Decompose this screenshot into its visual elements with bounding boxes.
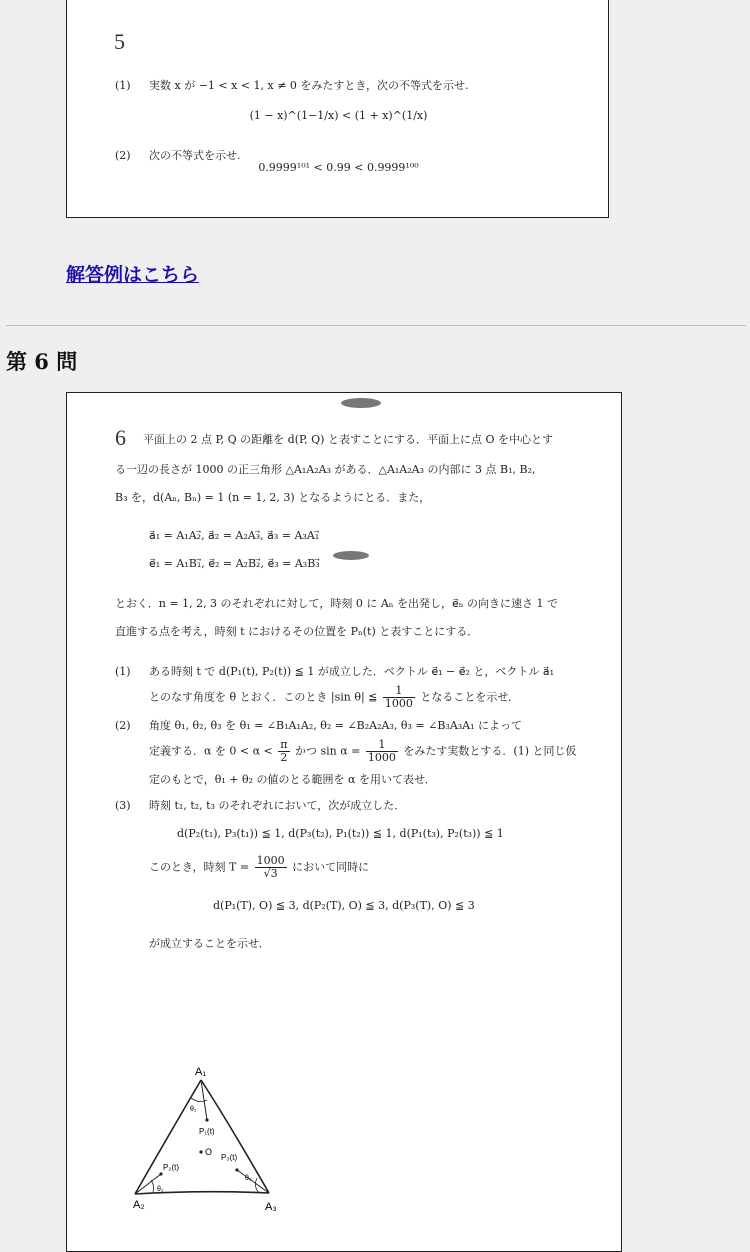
answer-example-link[interactable]: 解答例はこちら [66,264,200,286]
question-text: をみたす実数とする．(1) と同じ仮 [403,744,577,758]
question-text: となることを示せ． [420,690,520,704]
intro-text: B₃ を，d(Aₙ, Bₙ) = 1 (n = 1, 2, 3) となるようにとる．また， [115,491,431,504]
question-text-line [149,685,519,710]
question-text: 定のもとで，θ₁ + θ₂ の値のとる範囲を α を用いて表せ． [149,773,436,786]
question-text: とのなす角度を θ とおく．このとき |sin θ| ≦ [149,690,378,704]
vector-definition: e⃗₁ = A₁B₁⃗, e⃗₂ = A₂B₂⃗, e⃗₃ = A₃B₃⃗ [149,557,320,570]
vector-definition: a⃗₁ = A₁A₂⃗, a⃗₂ = A₂A₃⃗, a⃗₃ = A₃A₁⃗ [149,529,320,542]
label-p3: P₃(t) [221,1153,238,1162]
fraction-numerator: π [280,738,288,751]
section-heading: 第 6 問 [6,349,78,374]
triangle-figure [117,1058,317,1218]
problem-5-card [66,0,609,218]
label-a2: A₂ [133,1199,145,1211]
definition-text: 直進する点を考え，時刻 t におけるその位置を Pₙ(t) と表すことにする． [115,625,479,638]
intro-text: る一辺の長さが 1000 の正三角形 △A₁A₂A₃ がある．△A₁A₂A₃ の内部に 3 点 B₁, B₂, [115,463,536,476]
problem-number: 5 [114,29,125,54]
fraction [255,855,287,880]
label-p2: P₂(t) [163,1163,179,1172]
question-text: 角度 θ₁, θ₂, θ₃ を θ₁ = ∠B₁A₁A₂, θ₂ = ∠B₂A₂A₃, θ₃ = ∠B₃A₃A₁ によって [149,719,523,732]
question-text: 時刻 t₁, t₂, t₃ のそれぞれにおいて，次が成立した． [149,799,406,812]
fraction-numerator: 1000 [256,854,285,867]
formula: d(P₂(t₁), P₃(t₁)) ≦ 1, d(P₃(t₂), P₁(t₂)) ≦ 1, d(P₁(t₃), P₂(t₃)) ≦ 1 [177,827,504,840]
fraction-denominator: 1000 [384,697,413,710]
question-label: (3) [115,799,131,812]
item-text: 実数 x が −1 < x < 1, x ≠ 0 をみたすとき，次の不等式を示せ. [149,79,469,92]
question-text-line [149,739,576,764]
point-p2 [159,1172,162,1175]
question-text: このとき，時刻 T = [149,860,250,874]
fraction-denominator: √3 [263,867,278,880]
fraction-denominator: 1000 [367,751,396,764]
definition-text: とおく．n = 1, 2, 3 のそれぞれに対して，時刻 0 に Aₙ を出発し，e⃗ₙ の向きに速さ 1 で [115,597,559,610]
question-label: (1) [115,665,131,678]
question-text: が成立することを示せ． [149,937,270,950]
label-a3: A₃ [265,1201,277,1213]
question-text-line [149,855,369,880]
question-label: (2) [115,719,131,732]
point-p1 [205,1118,208,1121]
segment-p3 [237,1170,269,1193]
label-p1: P₁(t) [199,1127,215,1136]
item-label: (2) [115,149,131,162]
label-o: O [205,1147,213,1157]
item-text: 次の不等式を示せ. [149,149,241,162]
fraction-numerator: 1 [366,739,398,752]
problem-6-card [66,392,622,1252]
divider [6,325,746,326]
formula: d(P₁(T), O) ≦ 3, d(P₂(T), O) ≦ 3, d(P₃(T), O) ≦ 3 [213,899,475,912]
point-o [199,1150,202,1153]
question-text: ある時刻 t で d(P₁(t), P₂(t)) ≦ 1 が成立した．ベクトル e⃗₁ − e⃗₂ と，ベクトル a⃗₁ [149,665,555,678]
fraction-numerator: 1 [383,685,415,698]
label-theta3: θ₃ [245,1175,252,1182]
fraction-denominator: 2 [280,751,288,764]
label-theta2: θ₂ [157,1186,164,1193]
angle-arc-1 [191,1098,207,1102]
question-text: において同時に [292,860,370,874]
point-p3 [235,1168,238,1171]
ink-blot [333,551,369,560]
ink-blot [341,398,381,408]
fraction [366,739,398,764]
question-text: かつ sin α = [295,744,361,758]
formula: 0.9999¹⁰¹ < 0.99 < 0.9999¹⁰⁰ [258,161,419,174]
intro-text: 平面上の 2 点 P, Q の距離を d(P, Q) と表すことにする．平面上に点 O を中心とす [143,433,553,446]
label-a1: A₁ [195,1066,207,1078]
question-text: 定義する．α を 0 < α < [149,744,273,758]
fraction [278,739,289,764]
label-theta1: θ₁ [190,1106,197,1113]
formula: (1 − x)^(1−1/x) < (1 + x)^(1/x) [249,109,428,122]
fraction [383,685,415,710]
item-label: (1) [115,79,131,92]
problem-number: 6 [115,425,126,450]
